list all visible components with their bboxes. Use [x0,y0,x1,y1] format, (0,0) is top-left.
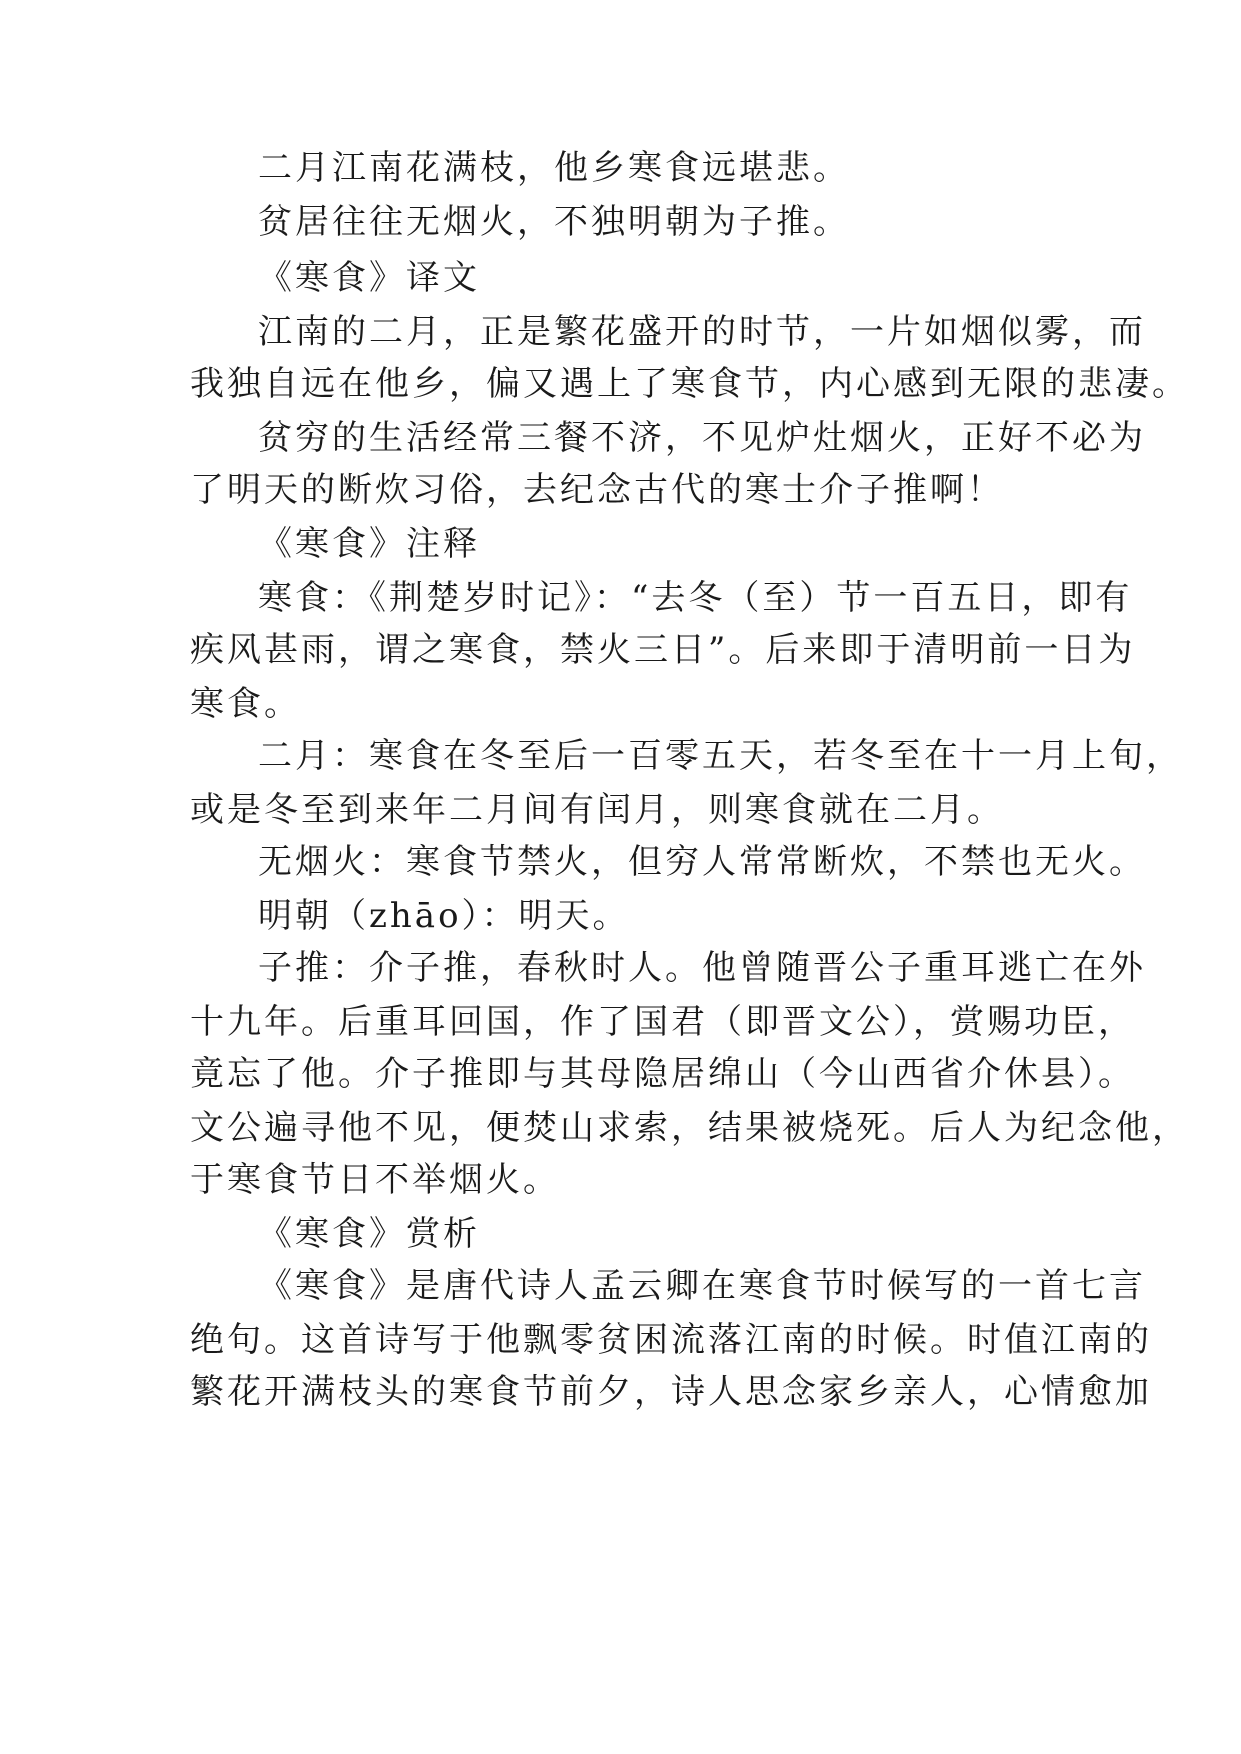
poem-line-1: 二月江南花满枝，他乡寒食远堪悲。 [258,148,850,188]
paragraph-line: 于寒食节日不举烟火。 [190,1160,560,1200]
paragraph-line: 贫穷的生活经常三餐不济，不见炉灶烟火，正好不必为 [258,418,1146,458]
paragraph-line: 江南的二月，正是繁花盛开的时节，一片如烟似雾，而 [258,312,1146,352]
paragraph-line: 我独自远在他乡，偏又遇上了寒食节，内心感到无限的悲凄。 [190,364,1189,404]
paragraph-line: 竟忘了他。介子推即与其母隐居绵山（今山西省介休县）。 [190,1054,1135,1094]
paragraph-line: 明朝（zhāo）：明天。 [258,896,630,936]
paragraph-line: 文公遍寻他不见，便焚山求索，结果被烧死。后人为纪念他， [190,1108,1189,1148]
paragraph-line: 或是冬至到来年二月间有闰月，则寒食就在二月。 [190,790,1004,830]
poem-line-2: 贫居往往无烟火，不独明朝为子推。 [258,202,850,242]
paragraph-line: 繁花开满枝头的寒食节前夕，诗人思念家乡亲人，心情愈加 [190,1372,1152,1412]
paragraph-line: 二月：寒食在冬至后一百零五天，若冬至在十一月上旬， [258,736,1183,776]
section-heading-notes: 《寒食》注释 [258,524,480,564]
section-heading-translation: 《寒食》译文 [258,258,480,298]
paragraph-line: 子推：介子推，春秋时人。他曾随晋公子重耳逃亡在外 [258,948,1146,988]
paragraph-line: 十九年。后重耳回国，作了国君（即晋文公），赏赐功臣， [190,1002,1135,1042]
paragraph-line: 无烟火：寒食节禁火，但穷人常常断炊，不禁也无火。 [258,842,1146,882]
paragraph-line: 寒食：《荆楚岁时记》：“去冬（至）节一百五日，即有 [258,578,1133,618]
paragraph-line: 了明天的断炊习俗，去纪念古代的寒士介子推啊！ [190,470,1004,510]
paragraph-line: 寒食。 [190,684,301,724]
paragraph-line: 绝句。这首诗写于他飘零贫困流落江南的时候。时值江南的 [190,1320,1152,1360]
paragraph-line: 《寒食》是唐代诗人孟云卿在寒食节时候写的一首七言 [258,1266,1146,1306]
paragraph-line: 疾风甚雨，谓之寒食，禁火三日”。后来即于清明前一日为 [190,630,1136,670]
section-heading-appreciation: 《寒食》赏析 [258,1214,480,1254]
